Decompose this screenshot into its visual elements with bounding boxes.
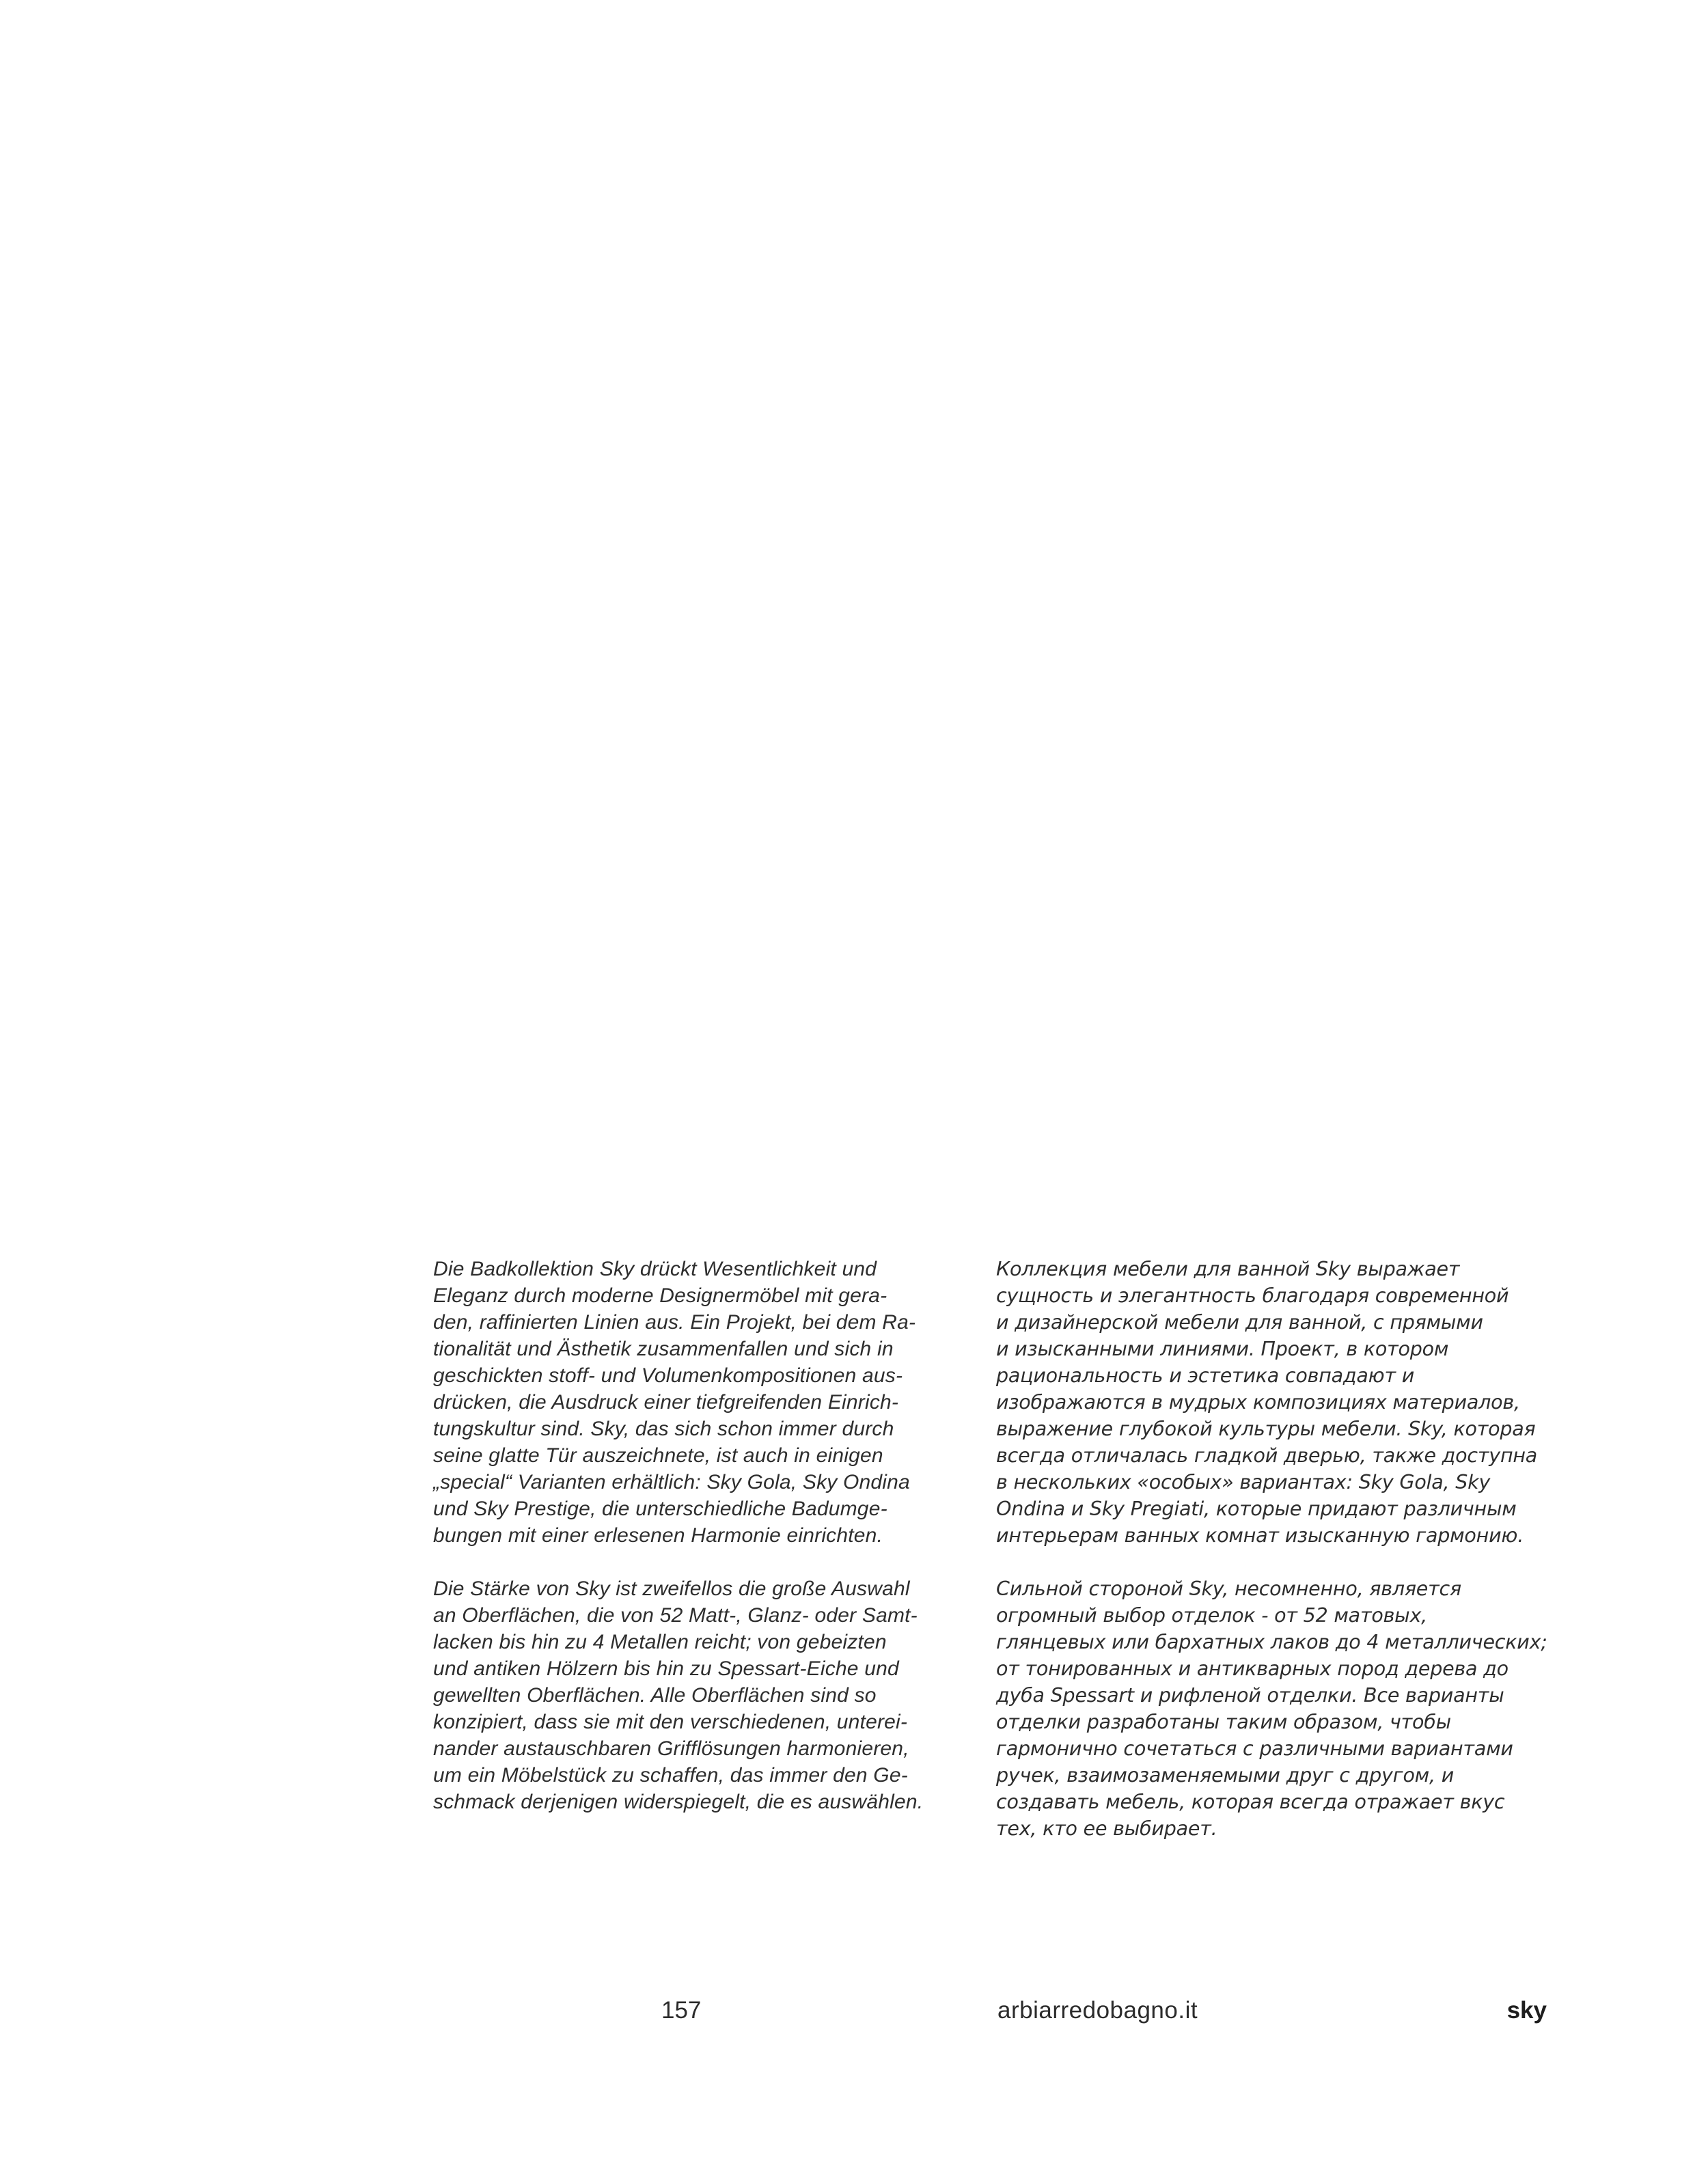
text-line: Die Badkollektion Sky drückt Wesentlichkeit und (433, 1258, 877, 1280)
page-number: 157 (661, 1997, 702, 2024)
text-line: tungskultur sind. Sky, das sich schon immer durch (433, 1418, 894, 1440)
text-line: drücken, die Ausdruck einer tiefgreifenden Einrich- (433, 1391, 899, 1414)
russian-text-column (996, 1256, 1556, 1842)
text-line: тех, кто ее выбирает. (996, 1817, 1217, 1840)
text-line: ручек, взаимозаменяемыми друг с другом, и (996, 1764, 1455, 1787)
text-line: Die Stärke von Sky ist zweifellos die große Auswahl (433, 1578, 910, 1600)
german-paragraph-2 (433, 1575, 993, 1815)
text-line: den, raffinierten Linien aus. Ein Projekt, bei dem Ra- (433, 1311, 916, 1334)
text-line: um ein Möbelstück zu schaffen, das immer den Ge- (433, 1764, 908, 1787)
text-line: gewellten Oberflächen. Alle Oberflächen sind so (433, 1684, 877, 1707)
text-line: гармонично сочетаться с различными вариантами (996, 1737, 1513, 1760)
text-line: und antiken Hölzern bis hin zu Spessart-Eiche und (433, 1657, 899, 1680)
text-line: Eleganz durch moderne Designermöbel mit gera- (433, 1284, 887, 1307)
website-link[interactable]: arbiarredobagno.it (997, 1997, 1198, 2024)
collection-name: sky (1506, 1997, 1547, 2024)
text-line: tionalität und Ästhetik zusammenfallen und sich in (433, 1338, 894, 1360)
text-line: seine glatte Tür auszeichnete, ist auch in einigen (433, 1444, 883, 1467)
text-line: Ondina и Sky Pregiati, которые придают различным (996, 1498, 1517, 1520)
text-line: сущность и элегантность благодаря современной (996, 1284, 1509, 1307)
text-line: всегда отличалась гладкой дверью, также доступна (996, 1444, 1538, 1467)
text-line: создавать мебель, которая всегда отражает вкус (996, 1791, 1505, 1813)
text-line: nander austauschbaren Grifflösungen harmonieren, (433, 1737, 909, 1760)
text-line: глянцевых или бархатных лаков до 4 металлических; (996, 1631, 1547, 1653)
text-line: geschickten stoff- und Volumenkompositionen aus- (433, 1364, 903, 1387)
text-line: и дизайнерской мебели для ванной, с прямыми (996, 1311, 1483, 1334)
text-line: отделки разработаны таким образом, чтобы (996, 1711, 1451, 1733)
text-line: выражение глубокой культуры мебели. Sky, которая (996, 1418, 1536, 1440)
text-line: рациональность и эстетика совпадают и (996, 1364, 1415, 1387)
text-line: und Sky Prestige, die unterschiedliche Badumge- (433, 1498, 887, 1520)
text-line: „special“ Varianten erhältlich: Sky Gola, Sky Ondina (433, 1471, 910, 1493)
german-text-column (433, 1256, 993, 1815)
text-line: и изысканными линиями. Проект, в котором (996, 1338, 1449, 1360)
text-line: изображаются в мудрых композициях материалов, (996, 1391, 1520, 1414)
russian-paragraph-1 (996, 1256, 1556, 1549)
text-line: дуба Spessart и рифленой отделки. Все варианты (996, 1684, 1504, 1707)
text-line: konzipiert, dass sie mit den verschiedenen, unterei- (433, 1711, 908, 1733)
text-line: от тонированных и антикварных пород дерева до (996, 1657, 1509, 1680)
german-paragraph-1 (433, 1256, 993, 1549)
text-line: интерьерам ванных комнат изысканную гармонию. (996, 1524, 1524, 1547)
text-line: огромный выбор отделок - от 52 матовых, (996, 1604, 1428, 1627)
text-line: an Oberflächen, die von 52 Matt-, Glanz- oder Samt- (433, 1604, 918, 1627)
russian-paragraph-2 (996, 1575, 1556, 1842)
text-line: в нескольких «особых» вариантах: Sky Gola, Sky (996, 1471, 1491, 1493)
text-line: Сильной стороной Sky, несомненно, является (996, 1578, 1461, 1600)
text-line: Коллекция мебели для ванной Sky выражает (996, 1258, 1460, 1280)
text-line: bungen mit einer erlesenen Harmonie einrichten. (433, 1524, 883, 1547)
text-line: lacken bis hin zu 4 Metallen reicht; von gebeizten (433, 1631, 887, 1653)
text-line: schmack derjenigen widerspiegelt, die es auswählen. (433, 1791, 924, 1813)
